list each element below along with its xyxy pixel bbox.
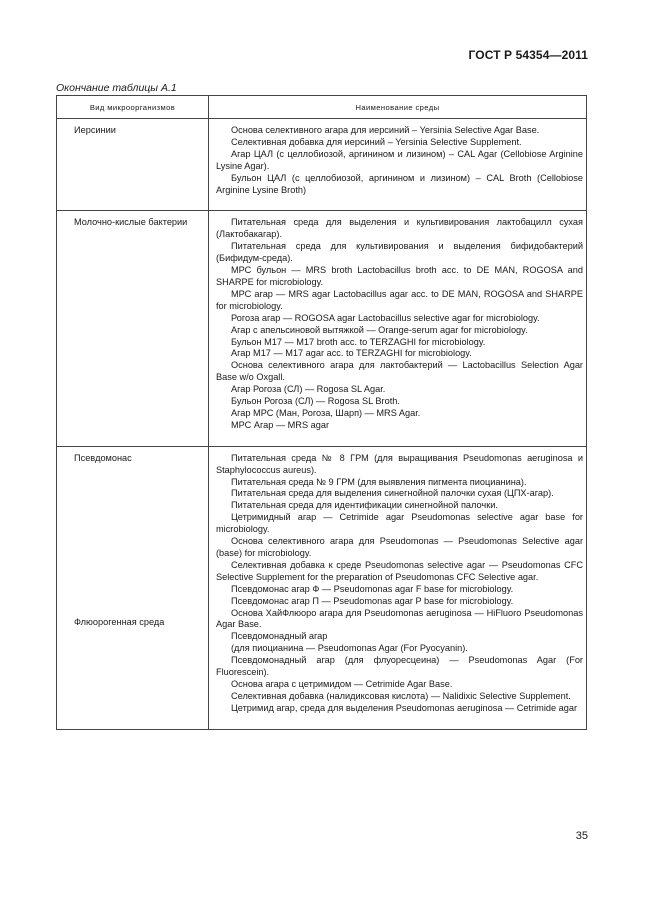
medium-entry: Псевдомонас агар Ф — Pseudomonas agar F base for microbiology.	[231, 583, 514, 594]
table-caption: Окончание таблицы А.1	[56, 82, 177, 94]
page-number: 35	[575, 830, 588, 842]
medium-entry: Основа селективного агара для Pseudomonas — Pseudomonas Selective agar (base) for microbiology.	[216, 536, 583, 558]
medium-entry: Цетримид агар, среда для выделения Pseudomonas aeruginosa — Cetrimide agar	[231, 702, 578, 713]
media-cell	[209, 446, 587, 729]
medium-entry: Питательная среда № 8 ГРМ (для выращивания Pseudomonas aeruginosa и Staphylococcus aureus).	[216, 452, 583, 475]
table-header-row	[57, 96, 587, 119]
table-row	[57, 211, 587, 446]
medium-entry: МРС агар — MRS agar Lactobacillus agar acc. to DE MAN, ROGOSA and SHARPE for microbiology.	[216, 288, 583, 311]
medium-entry: Селективная добавка для иерсиний – Yersinia Selective Supplement.	[231, 136, 522, 147]
medium-entry: Питательная среда для идентификации синегнойной палочки.	[231, 500, 498, 511]
table-row	[57, 446, 587, 729]
medium-entry: Агар ЦАЛ (с целлобиозой, аргинином и лизином) – CAL Agar (Cellobiose Arginine Lysine Agar).	[216, 148, 583, 171]
medium-entry: Питательная среда для культивирования и выделения бифидобактерий (Бифидум-среда).	[216, 241, 583, 264]
media-table	[56, 95, 587, 730]
organism-name: Иерсинии	[74, 125, 116, 135]
medium-entry: Основа агара с цетримидом — Cetrimide Agar Base.	[231, 678, 453, 689]
medium-entry: Агар МРС (Ман, Рогоза, Шарп) — MRS Agar.	[231, 407, 421, 418]
medium-entry: Рогоза агар — ROGOSA agar Lactobacillus selective agar for microbiology.	[231, 312, 540, 323]
medium-entry: (для пиоцианина — Pseudomonas Agar (For Pyocyanin).	[231, 643, 468, 654]
medium-entry: Цетримидный агар — Cetrimide agar Pseudomonas selective agar base for microbiology.	[216, 512, 583, 535]
column-header-organism: Вид микроорганизмов	[57, 96, 209, 119]
medium-entry: МРС Агар — MRS agar	[231, 419, 330, 430]
medium-entry: Бульон ЦАЛ (с целлобиозой, аргинином и лизином) – CAL Broth (Cellobiose Arginine Lysine Broth)	[216, 172, 583, 195]
table-row	[57, 119, 587, 211]
medium-entry: Основа селективного агара для лактобактерий — Lactobacillus Selection Agar Base w/o Oxgall.	[216, 360, 583, 383]
medium-entry: Селективная добавка (налидиксовая кислота) — Nalidixic Selective Supplement.	[231, 690, 571, 701]
medium-entry: Бульон М17 — M17 broth acc. to TERZAGHI for microbiology.	[231, 336, 486, 347]
medium-entry: Псевдомонадный агар (для флуоресцеина) — Pseudomonas Agar (For Fluorescein).	[216, 655, 583, 678]
medium-entry: Псевдомонас агар П — Pseudomonas agar P base for microbiology.	[231, 595, 514, 606]
medium-entry: Питательная среда № 9 ГРМ (для выявления пигмента пиоцианина).	[231, 476, 527, 487]
organism-name: Псевдомонас	[74, 452, 132, 463]
organism-cell	[57, 446, 209, 729]
medium-entry: Агар с апельсиновой вытяжкой — Orange-serum agar for microbiology.	[231, 324, 528, 335]
medium-entry: Питательная среда для выделения синегнойной палочки сухая (ЦПХ-агар).	[231, 488, 554, 499]
medium-entry: Агар М17 — M17 agar acc. to TERZAGHI for microbiology.	[231, 348, 472, 359]
medium-entry: Селективная добавка к среде Pseudomonas selective agar — Pseudomonas CFC Selective Supplement for the preparation of Pseudomonas CFC Selective agar.	[216, 559, 583, 582]
medium-entry: Бульон Рогоза (СЛ) — Rogosa SL Broth.	[231, 396, 400, 407]
medium-entry: МРС бульон — MRS broth Lactobacillus broth acc. to DE MAN, ROGOSA and SHARPE for microbiology.	[216, 265, 583, 287]
organism-name: Молочно-кислые бактерии	[74, 217, 188, 228]
medium-entry: Основа селективного агара для иерсиний – Yersinia Selective Agar Base.	[231, 125, 540, 135]
document-code: ГОСТ Р 54354—2011	[468, 48, 588, 62]
media-cell	[209, 211, 587, 446]
medium-entry: Псевдомонадный агар	[231, 631, 328, 642]
media-cell	[209, 119, 587, 211]
medium-entry: Агар Рогоза (СЛ) — Rogosa SL Agar.	[231, 384, 386, 395]
medium-entry: Питательная среда для выделения и культивирования лактобацилл сухая (Лактобакагар).	[216, 217, 583, 240]
organism-cell	[57, 119, 209, 211]
medium-entry: Основа ХайФлюоро агара для Pseudomonas aeruginosa — HiFluoro Pseudomonas Agar Base.	[216, 607, 583, 630]
organism-cell	[57, 211, 209, 446]
column-header-medium: Наименование среды	[209, 96, 587, 119]
organism-name: Флюорогенная среда	[74, 616, 165, 627]
